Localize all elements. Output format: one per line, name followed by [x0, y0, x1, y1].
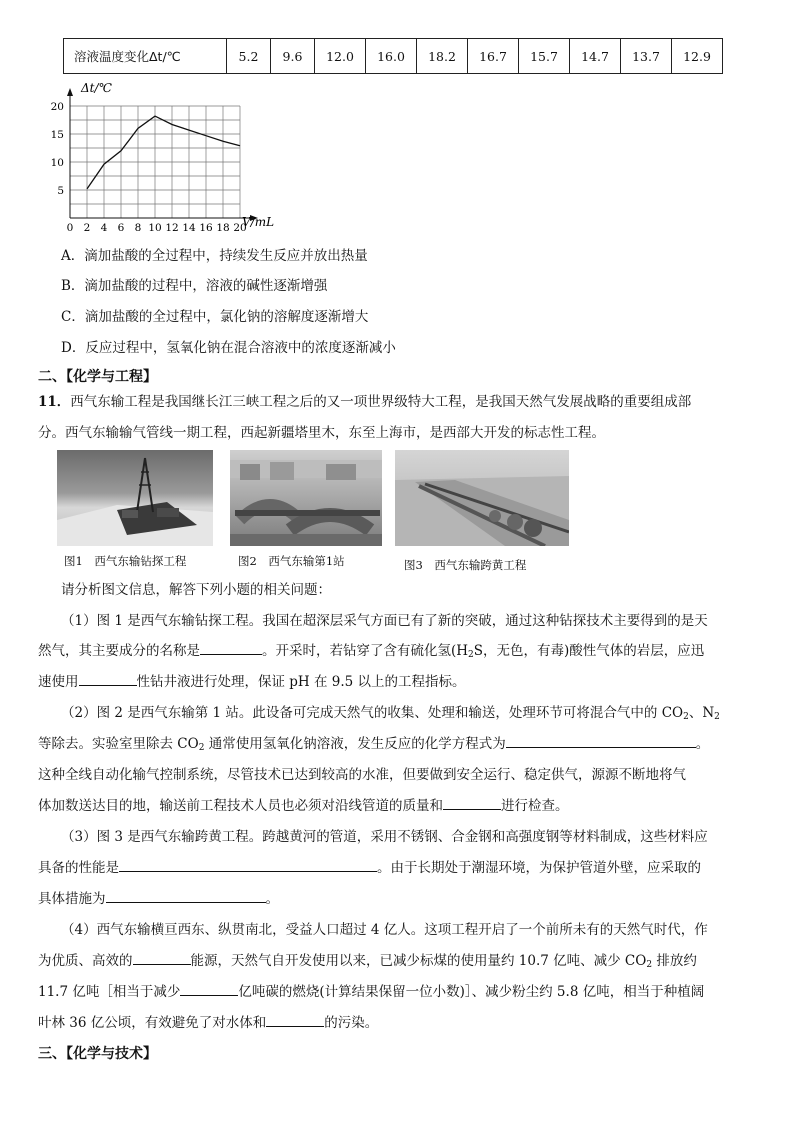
- text: 排放约: [652, 953, 697, 969]
- part4-line3: [38, 982, 704, 1002]
- y-axis-label: Δt/℃: [81, 81, 112, 95]
- series-line: [87, 116, 240, 189]
- table-cell: 12.9: [672, 39, 723, 74]
- text: 叶林 36 亿公顷，有效避免了对水体和: [38, 1015, 267, 1031]
- q11-prompt: 请分析图文信息，解答下列小题的相关问题：: [61, 582, 331, 598]
- x-tick-label: 4: [100, 222, 108, 234]
- part2-line2: [38, 734, 709, 758]
- text: 。开采时，若钻穿了含有硫化氢(H: [262, 643, 469, 659]
- table-cell: 15.7: [519, 39, 570, 74]
- part1-line1: （1）图 1 是西气东输钻探工程。我国在超深层采气方面已有了新的突破，通过这种钻探技术主要得到的是天: [61, 613, 708, 629]
- answer-blank[interactable]: [79, 672, 137, 686]
- answer-blank[interactable]: [506, 734, 696, 748]
- text: S，无色，有毒)酸性气体的岩层，应迅: [473, 643, 705, 659]
- part2-line4: [38, 796, 569, 816]
- answer-blank[interactable]: [133, 951, 191, 965]
- text: 进行检查。: [501, 798, 569, 814]
- text: 。由于长期处于潮湿环境，为保护管道外壁，应采取的: [377, 860, 701, 876]
- section-heading-3: 三、【化学与技术】: [38, 1046, 157, 1062]
- table-cell: 12.0: [315, 39, 366, 74]
- temperature-table: [63, 38, 723, 74]
- y-tick-label: 10: [50, 157, 64, 169]
- y-tick-label: 15: [50, 129, 64, 141]
- drilling-photo: [57, 450, 213, 546]
- text: 能源，天然气自开发使用以来，已减少标煤的使用量约 10.7 亿吨、减少 CO: [190, 953, 647, 969]
- part4-line1: （4）西气东输横亘西东、纵贯南北，受益人口超过 4 亿人。这项工程开启了一个前所未有的天然气时代，作: [61, 922, 708, 938]
- q11-intro-line2: 分。西气东输输气管线一期工程，西起新疆塔里木，东至上海市，是西部大开发的标志性工程。: [38, 425, 605, 441]
- text: 具备的性能是: [38, 860, 119, 876]
- crossing-photo: [395, 450, 569, 546]
- text: 11.7 亿吨［相当于减少: [38, 984, 181, 1000]
- figure-3-caption: 图3 西气东输跨黄工程: [404, 558, 527, 572]
- table-cell: 9.6: [271, 39, 315, 74]
- option-a: A．滴加盐酸的全过程中，持续发生反应并放出热量: [61, 248, 368, 264]
- x-tick-label: 12: [165, 222, 179, 234]
- subscript: 2: [468, 650, 474, 660]
- x-tick-label: 16: [199, 222, 213, 234]
- x-tick-label: 10: [148, 222, 162, 234]
- subscript: 2: [683, 712, 689, 722]
- q11-intro-text: 西气东输工程是我国继长江三峡工程之后的又一项世界级特大工程，是我国天然气发展战略的重要组成部: [70, 394, 692, 410]
- x-tick-label: 18: [216, 222, 230, 234]
- text: 亿吨碳的燃烧(计算结果保留一位小数)］、减少粉尘约 5.8 亿吨，相当于种植阔: [238, 984, 705, 1000]
- part4-line4: [38, 1013, 378, 1033]
- option-c: C．滴加盐酸的全过程中，氯化钠的溶解度逐渐增大: [61, 309, 369, 325]
- text: 速使用: [38, 674, 79, 690]
- question-number: 11．: [38, 394, 71, 410]
- table-cell: 18.2: [417, 39, 468, 74]
- part3-line1: （3）图 3 是西气东输跨黄工程。跨越黄河的管道，采用不锈钢、合金钢和高强度钢等材料制成，这些材料应: [61, 829, 708, 845]
- chart-grid: [70, 106, 240, 218]
- x-tick-label: 8: [134, 222, 142, 234]
- temperature-line-chart: [50, 78, 290, 238]
- part3-line3: [38, 889, 279, 909]
- text: 等除去。实验室里除去 CO: [38, 736, 199, 752]
- part3-line2: [38, 858, 701, 878]
- answer-blank[interactable]: [200, 641, 262, 655]
- table-cell: 14.7: [570, 39, 621, 74]
- x-tick-label: 20: [233, 222, 247, 234]
- part1-line3: [38, 672, 466, 692]
- table-cell: 16.0: [366, 39, 417, 74]
- section-heading-2: 二、【化学与工程】: [38, 369, 157, 385]
- answer-blank[interactable]: [266, 1013, 324, 1027]
- station-photo: [230, 450, 382, 546]
- table-cell: 5.2: [227, 39, 271, 74]
- text: 性钻井液进行处理，保证 pH 在 9.5 以上的工程指标。: [136, 674, 466, 690]
- y-axis-arrow: [67, 88, 73, 96]
- answer-blank[interactable]: [443, 796, 501, 810]
- figure-2-caption: 图2 西气东输第1站: [238, 554, 345, 568]
- x-axis-label: V/mL: [242, 215, 275, 229]
- text: 然气，其主要成分的名称是: [38, 643, 200, 659]
- subscript: 2: [714, 712, 720, 722]
- text: 的污染。: [324, 1015, 379, 1031]
- answer-blank[interactable]: [180, 982, 238, 996]
- part1-line2: [38, 641, 704, 665]
- part4-line2: [38, 951, 697, 975]
- y-tick-label: 5: [57, 185, 64, 197]
- text: 、N: [688, 705, 715, 721]
- text: （2）图 2 是西气东输第 1 站。此设备可完成天然气的收集、处理和输送，处理环节可将混合气中的 CO: [61, 705, 684, 721]
- x-tick-label: 0: [66, 222, 74, 234]
- text: 体加数送达目的地，输送前工程技术人员也必须对沿线管道的质量和: [38, 798, 443, 814]
- q11-intro-line1: [38, 392, 691, 412]
- figure-1-caption: 图1 西气东输钻探工程: [64, 554, 187, 568]
- text: 为优质、高效的: [38, 953, 133, 969]
- chart-axes: [67, 88, 258, 221]
- subscript: 2: [646, 960, 653, 970]
- y-tick-label: 20: [50, 101, 64, 113]
- x-tick-label: 14: [182, 222, 196, 234]
- text: 。: [265, 891, 279, 907]
- answer-blank[interactable]: [106, 889, 266, 903]
- text: 通常使用氢氧化钠溶液，发生反应的化学方程式为: [204, 736, 506, 752]
- x-tick-label: 6: [117, 222, 125, 234]
- table-row: [64, 39, 723, 74]
- option-b: B．滴加盐酸的过程中，溶液的碱性逐渐增强: [61, 278, 328, 294]
- option-d: D．反应过程中，氢氧化钠在混合溶液中的浓度逐渐减小: [61, 340, 396, 356]
- text: 。: [695, 736, 710, 752]
- answer-blank[interactable]: [119, 858, 377, 872]
- x-tick-label: 2: [83, 222, 91, 234]
- table-cell: 13.7: [621, 39, 672, 74]
- part2-line1: [61, 703, 720, 727]
- part2-line3: 这种全线自动化输气控制系统，尽管技术已达到较高的水准，但要做到安全运行、稳定供气，源源不断地将气: [38, 767, 686, 783]
- text: 具体措施为: [38, 891, 106, 907]
- table-header-cell: 溶液温度变化Δt/℃: [64, 39, 227, 74]
- table-cell: 16.7: [468, 39, 519, 74]
- subscript: 2: [198, 743, 205, 753]
